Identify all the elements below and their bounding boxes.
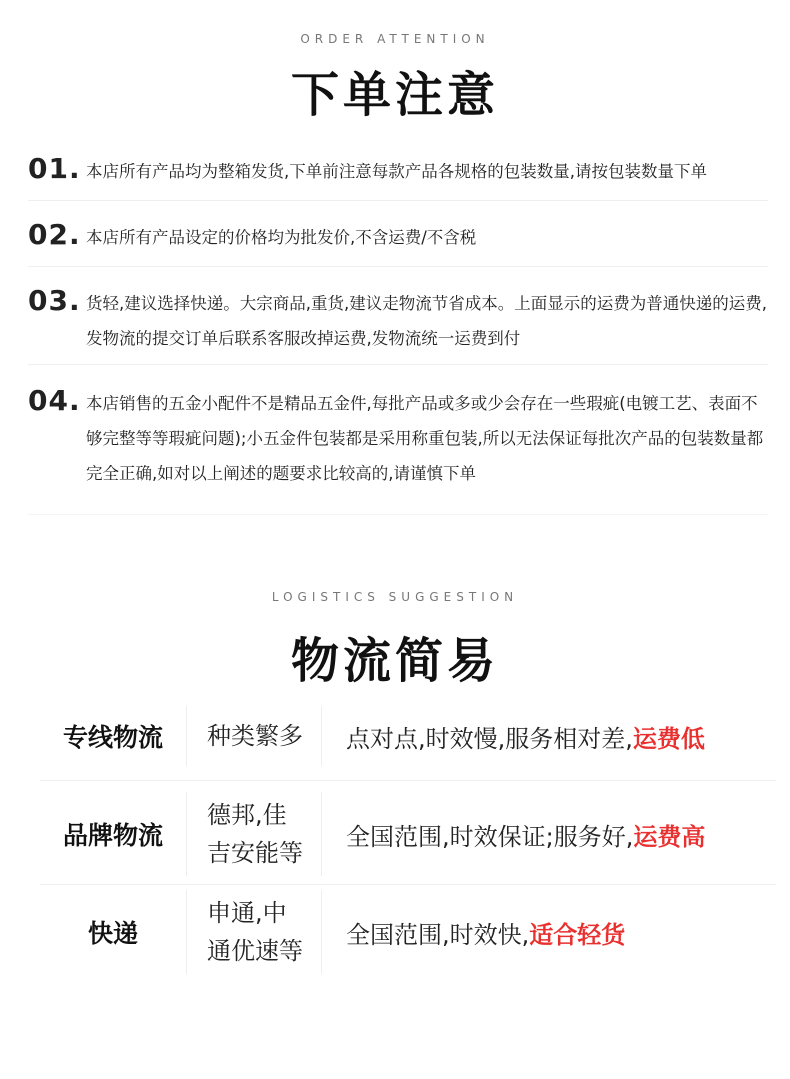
logistics-highlight: 运费高	[633, 822, 706, 851]
logistics-highlight: 运费低	[632, 724, 705, 753]
logistics-examples: 申通,中通优速等	[186, 890, 322, 974]
notice-number: 01.	[28, 152, 81, 185]
notice-number: 04.	[28, 384, 81, 417]
order-kicker: ORDER ATTENTION	[300, 32, 490, 46]
logistics-description	[332, 792, 776, 876]
notice-item	[28, 152, 768, 201]
notice-text: 本店所有产品均为整箱发货,下单前注意每款产品各规格的包装数量,请按包装数量下单	[86, 162, 707, 181]
logistics-desc-text: 点对点,时效慢,服务相对差,	[346, 724, 633, 753]
logistics-type: 专线物流	[62, 723, 163, 752]
logistics-desc-text: 全国范围,时效快,	[346, 920, 530, 949]
logistics-highlight: 适合轻货	[529, 920, 626, 949]
logistics-title: 物流简易	[290, 633, 499, 689]
logistics-type: 快递	[87, 919, 138, 948]
logistics-row	[40, 890, 776, 974]
notice-item	[28, 284, 768, 365]
logistics-desc-text: 全国范围,时效保证;服务好,	[346, 822, 634, 851]
notice-text: 货轻,建议选择快递。大宗商品,重货,建议走物流节省成本。上面显示的运费为普通快递的运费,发物流的提交订单后联系客服改掉运费,发物流统一运费到付	[86, 294, 767, 348]
notice-text: 本店所有产品设定的价格均为批发价,不含运费/不含税	[86, 228, 477, 247]
notice-item	[28, 218, 768, 267]
notice-text: 本店销售的五金小配件不是精品五金件,每批产品或多或少会存在一些瑕疵(电镀工艺、表面不够完整等等瑕疵问题);小五金件包装都是采用称重包装,所以无法保证每批次产品的包装数量都完全正确,如对以上阐述的题要求比较高的,请谨慎下单	[86, 394, 764, 483]
logistics-description	[332, 890, 776, 974]
row-divider	[40, 884, 776, 885]
notice-number: 02.	[28, 218, 81, 251]
logistics-row	[40, 792, 776, 876]
logistics-row	[40, 706, 776, 766]
notice-number: 03.	[28, 284, 81, 317]
notice-item	[28, 384, 768, 515]
logistics-examples: 德邦,佳吉安能等	[186, 792, 322, 876]
row-divider	[40, 780, 776, 781]
logistics-description	[332, 706, 776, 766]
logistics-type: 品牌物流	[62, 821, 163, 850]
logistics-kicker: LOGISTICS SUGGESTION	[271, 590, 519, 604]
logistics-examples: 种类繁多	[186, 706, 322, 766]
order-title: 下单注意	[290, 67, 499, 123]
